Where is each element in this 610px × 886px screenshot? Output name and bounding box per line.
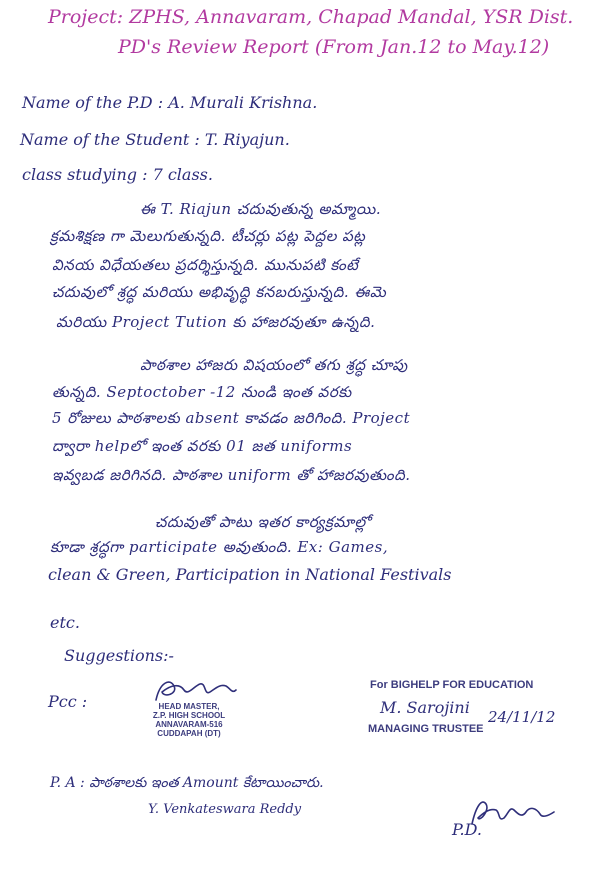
stamp-line: HEAD MASTER, [158, 702, 220, 711]
pcc-label: Pcc : [48, 692, 88, 711]
signature-date: 24/11/12 [488, 708, 556, 726]
text-line: మరియు Project Tution కు హాజరవుతూ ఉన్నది. [56, 313, 376, 331]
text-line: క్రమశిక్షణ గా మెలుగుతున్నది. టీచర్లు పట్ల పెద్దల పట్ల [50, 227, 366, 245]
text-line: 5 రోజులు పాఠశాలకు absent కావడం జరిగింది. Project [52, 409, 411, 427]
pd-label: P.D. [452, 820, 482, 839]
project-header-line1: Project: ZPHS, Annavaram, Chapad Mandal, YSR Dist. [48, 6, 574, 28]
stamp-line: CUDDAPAH (DT) [157, 729, 221, 738]
pa-signature-name: Y. Venkateswara Reddy [148, 802, 302, 817]
student-name-line: Name of the Student : T. Riyajun. [20, 130, 290, 149]
text-line: clean & Green, Participation in National Festivals [48, 565, 452, 584]
pd-name-line: Name of the P.D : A. Murali Krishna. [22, 93, 318, 112]
text-line: పాఠశాల హాజరు విషయంలో తగు శ్రద్ధ చూపు [140, 356, 408, 374]
project-header-line2: PD's Review Report (From Jan.12 to May.12) [118, 36, 550, 58]
text-line: etc. [50, 613, 80, 632]
pa-line: P. A : పాఠశాలకు ఇంత Amount కేటాయించారు. [50, 775, 324, 791]
org-stamp: For BIGHELP FOR EDUCATION [370, 679, 534, 691]
text-line: కూడా శ్రద్ధగా participate అవుతుంది. Ex: Games, [50, 538, 389, 556]
stamp-line: ANNAVARAM-516 [155, 720, 223, 729]
stamp-line: Z.P. HIGH SCHOOL [152, 711, 226, 720]
text-line: తున్నది. Septoctober -12 నుండి ఇంత వరకు [52, 383, 352, 401]
suggestions-label: Suggestions:- [64, 646, 174, 665]
class-line: class studying : 7 class. [22, 165, 213, 184]
text-line: ద్వారా helpలో ఇంత వరకు 01 జత uniforms [52, 437, 353, 455]
trustee-title: MANAGING TRUSTEE [368, 723, 484, 735]
headmaster-stamp [134, 702, 244, 738]
text-line: ఇవ్వబడ జరిగినది. పాఠశాల uniform తో హాజరవుతుంది. [52, 466, 411, 484]
text-line: చదువుతో పాటు ఇతర కార్యక్రమాల్లో [155, 513, 371, 531]
text-line: ఈ T. Riajun చదువుతున్న అమ్మాయి. [140, 200, 382, 218]
trustee-signature: M. Sarojini [380, 698, 470, 717]
text-line: వినయ విధేయతలు ప్రదర్శిస్తున్నది. మునుపటి కంటే [52, 256, 359, 274]
text-line: చదువులో శ్రద్ధ మరియు అభివృద్ధి కనబరుస్తున్నది. ఈమె [52, 283, 387, 301]
